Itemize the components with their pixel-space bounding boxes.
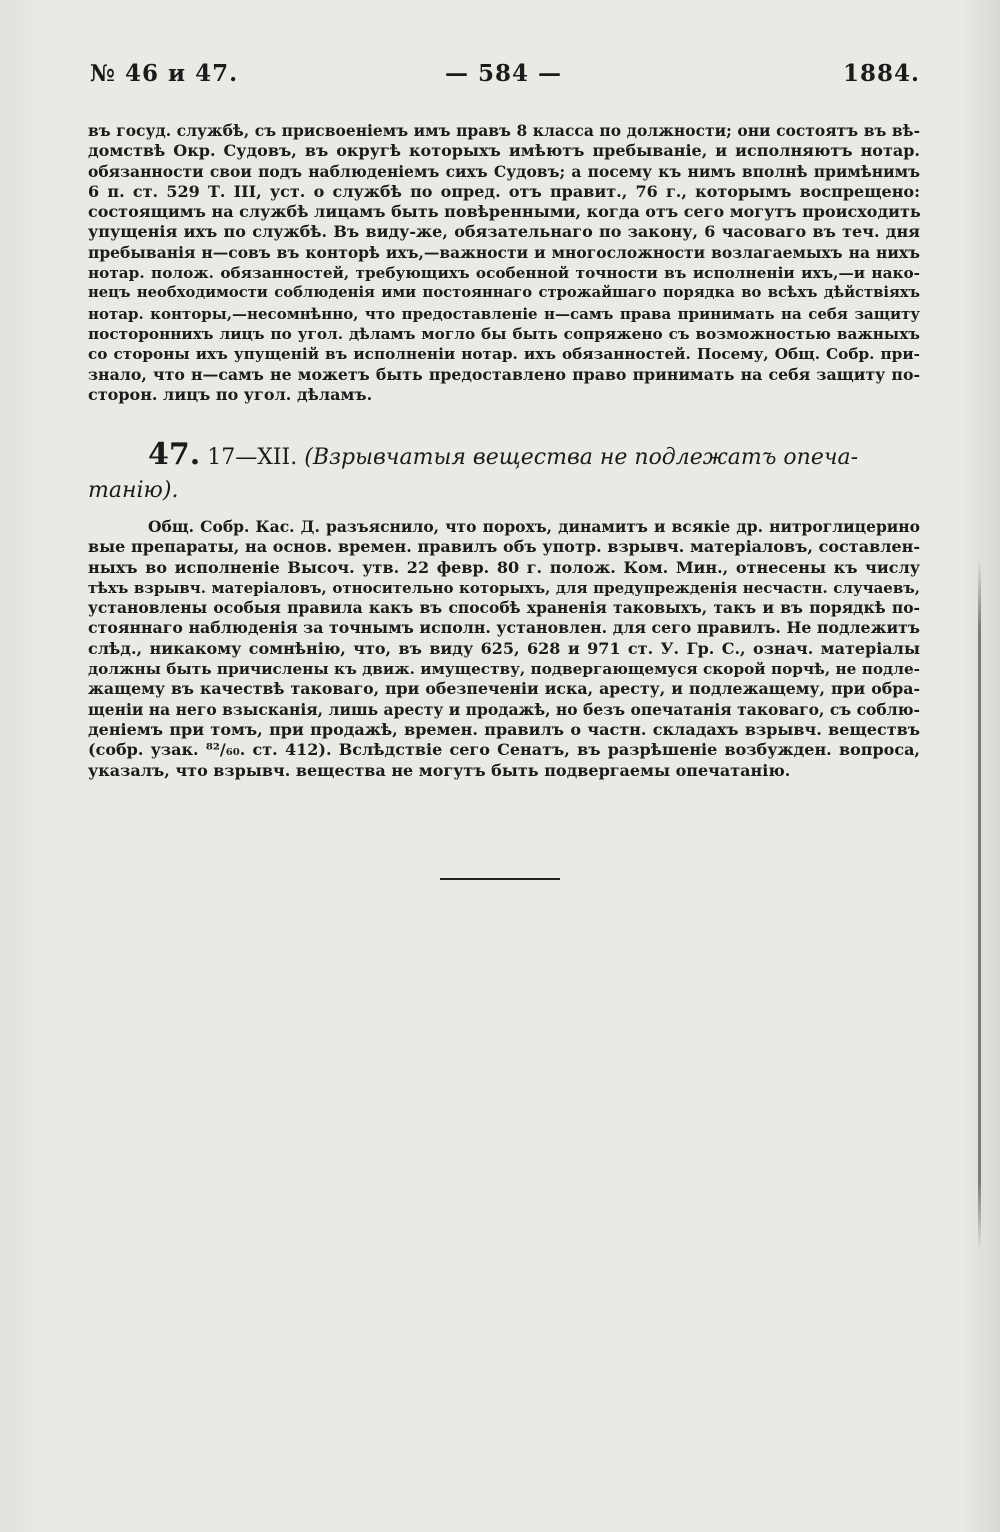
text-line: установлены особыя правила какъ въ способѣ храненія таковыхъ, такъ и въ порядкѣ по-	[88, 598, 920, 618]
issue-number: № 46 и 47.	[90, 60, 239, 87]
text-line: нотар. конторы,—несомнѣнно, что предоставленіе н—самъ права принимать на себя защиту	[88, 304, 920, 323]
text-line: упущенія ихъ по службѣ. Въ виду-же, обязательнаго по закону, 6 часоваго въ теч. дня	[88, 222, 920, 242]
text-line: указалъ, что взрывч. вещества не могутъ быть подвергаемы опечатанію.	[88, 760, 791, 780]
text-line: постороннихъ лицъ по угол. дѣламъ могло бы быть сопряжено съ возможностью важныхъ	[88, 324, 920, 343]
paragraph-explosives	[88, 517, 920, 781]
text-line: знало, что н—самъ не можетъ быть предоставлено право принимать на себя защиту по-	[88, 364, 920, 384]
paragraph-notaries	[88, 121, 920, 405]
text-line: тѣхъ взрывч. матеріаловъ, относительно которыхъ, для предупрежденія несчастн. случаевъ,	[88, 578, 920, 597]
section-date: 17—XII.	[207, 445, 298, 470]
text-line: ныхъ во исполненіе Высоч. утв. 22 февр. 80 г. полож. Ком. Мин., отнесены къ числу	[88, 557, 920, 577]
year: 1884.	[842, 60, 920, 87]
text-line: деніемъ при томъ, при продажѣ, времен. правилъ о частн. складахъ взрывч. веществъ	[88, 719, 920, 739]
text-line: (собр. узак. ⁸²/₆₀. ст. 412). Вслѣдствіе сего Сенатъ, въ разрѣшеніе возбужден. вопроса,	[88, 740, 920, 760]
section-heading	[88, 437, 928, 507]
text-line: домствѣ Окр. Судовъ, въ округѣ которыхъ имѣютъ пребываніе, и исполняютъ нотар.	[88, 141, 920, 161]
section-heading-line-1	[148, 438, 928, 474]
section-divider	[440, 878, 560, 880]
text-line: вые препараты, на основ. времен. правилъ объ употр. взрывч. матеріаловъ, составлен-	[88, 537, 920, 557]
page-fold-shadow	[978, 560, 981, 1250]
section-title-part-1: (Взрывчатыя вещества не подлежатъ опеча-	[304, 445, 859, 470]
text-line: въ госуд. службѣ, съ присвоеніемъ имъ правъ 8 класса по должности; они состоятъ въ вѣ-	[88, 121, 920, 140]
section-title-part-2: танію).	[88, 478, 179, 503]
text-line: стояннаго наблюденія за точнымъ исполн. установлен. для сего правилъ. Не подлежитъ	[88, 618, 920, 638]
page-number: — 584 —	[445, 60, 563, 87]
text-line: 6 п. ст. 529 Т. III, уст. о службѣ по опред. отъ правит., 76 г., которымъ воспрещено:	[88, 181, 920, 201]
text-line: нецъ необходимости соблюденія ими постояннаго строжайшаго порядка во всѣхъ дѣйствіяхъ	[88, 284, 920, 302]
text-line: слѣд., никакому сомнѣнію, что, въ виду 625, 628 и 971 ст. У. Гр. С., означ. матеріалы	[88, 638, 920, 658]
text-line: нотар. полож. обязанностей, требующихъ особенной точности въ исполненіи ихъ,—и нако-	[88, 264, 920, 283]
text-line: обязанности свои подъ наблюденіемъ сихъ Судовъ; а посему къ нимъ вполнѣ примѣнимъ	[88, 161, 920, 181]
text-line: должны быть причислены къ движ. имуществу, подвергающемуся скорой порчѣ, не подле-	[88, 660, 920, 679]
text-line: со стороны ихъ упущеній въ исполненіи нотар. ихъ обязанностей. Посему, Общ. Собр. при-	[88, 345, 920, 364]
text-line: Общ. Собр. Кас. Д. разъяснило, что порохъ, динамитъ и всякіе др. нитроглицерино	[148, 517, 920, 536]
text-line: жащему въ качествѣ таковаго, при обезпеченіи иска, аресту, и подлежащему, при обра-	[88, 679, 920, 699]
text-line: щеніи на него взысканія, лишь аресту и продажѣ, но безъ опечатанія таковаго, съ соблю-	[88, 699, 920, 719]
text-line: пребыванія н—совъ въ конторѣ ихъ,—важности и многосложности возлагаемыхъ на нихъ	[88, 242, 920, 262]
page-header	[90, 60, 920, 94]
text-line: сторон. лицъ по угол. дѣламъ.	[88, 384, 373, 404]
text-line: состоящимъ на службѣ лицамъ быть повѣренными, когда отъ сего могутъ происходить	[88, 202, 921, 222]
section-number: 47.	[148, 437, 201, 472]
